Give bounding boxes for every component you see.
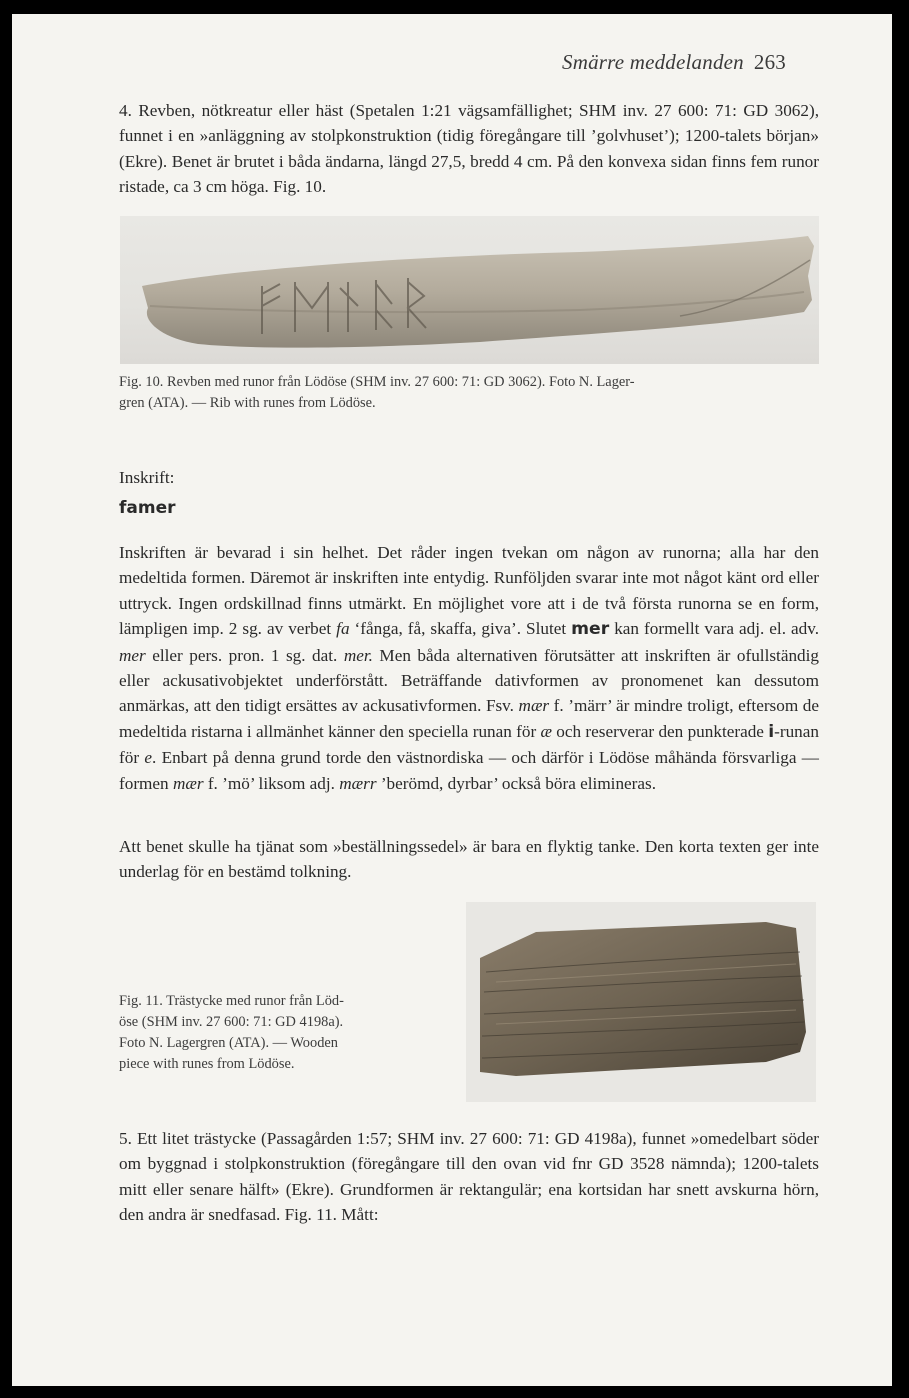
italic-word: mær	[172, 773, 204, 793]
text-run: Men båda alternativen förutsätter att inskriften är ofullständig eller ackusativobjektet underförstått. Beträffande dativformen av pronomenet kan dessutom anmärkas, att den tidigt ersättes av ackusativformen. Fsv.	[119, 645, 819, 716]
caption-line: gren (ATA). — Rib with runes from Lödöse.	[119, 395, 376, 411]
text-run: . Enbart på denna grund torde den västnordiska — och därför i Lödöse måhända försvarliga — formen	[119, 748, 819, 793]
inscription-label: Inskrift:	[119, 468, 175, 487]
italic-word: mer	[119, 645, 146, 665]
figure-11-caption	[119, 991, 449, 1075]
italic-word: fa	[336, 619, 350, 639]
figure-10-photo	[120, 216, 819, 364]
runic-transliteration: mer	[571, 619, 610, 640]
caption-line: piece with runes from Lödöse.	[119, 1056, 295, 1072]
text-run: ’berömd, dyrbar’ också böra elimineras.	[376, 773, 657, 793]
inscription-transliteration: famer	[119, 498, 176, 518]
paragraph-item-4: 4. Revben, nötkreatur eller häst (Spetalen 1:21 vägsamfällighet; SHM inv. 27 600: 71: GD 3062), funnet i en »anläggning av stolpkonstruktion (tidig föregångare till ’golvhuset’); 1200-talets början» (Ekre). Benet är brutet i båda ändarna, längd 27,5, bredd 4 cm. På den konvexa sidan finns fem runor ristade, ca 3 cm höga. Fig. 10.	[119, 101, 819, 197]
italic-word: mer.	[343, 645, 373, 665]
caption-line: öse (SHM inv. 27 600: 71: GD 4198a).	[119, 1014, 344, 1030]
text-run: och reserverar den punkterade	[552, 721, 769, 741]
figure-10-caption	[119, 372, 819, 414]
text-run: ‘fånga, få, skaffa, giva’. Slutet	[349, 619, 572, 639]
closing-paragraph: Att benet skulle ha tjänat som »beställningssedel» är bara en flyktig tanke. Den korta texten ger inte underlag för en bestämd tolkning.	[119, 837, 819, 882]
text-run: f. ’mö’ liksom adj.	[203, 773, 340, 793]
figure-11-photo	[466, 902, 816, 1102]
text-run: kan formellt vara adj. el. adv.	[609, 619, 819, 639]
discussion-paragraph	[119, 540, 819, 796]
caption-line: Fig. 10. Revben med runor från Lödöse (SHM inv. 27 600: 71: GD 3062). Foto N. Lager-	[119, 374, 635, 390]
paragraph-item-5: 5. Ett litet trästycke (Passagården 1:57; SHM inv. 27 600: 71: GD 4198a), funnet »omedelbart söder om byggnad i stolpkonstruktion (föregångare till den ovan vid fnr GD 3528 nämnda); 1200-talets mitt eller senare hälft» (Ekre). Grundformen är rektangulär; ena kortsidan har snett avskurna hörn, den andra är snedfasad. Fig. 11. Mått:	[119, 1129, 819, 1225]
italic-word: æ	[540, 721, 552, 741]
running-header	[562, 50, 786, 75]
text-run: Inskriften är bevarad i sin helhet. Det råder ingen tvekan om någon av runorna; alla har den medeltida formen. Däremot är inskriften inte entydig. Runföljden svarar inte mot något känt ord eller uttryck. Ingen ordskillnad finns utmärkt. En möjlighet vore att i de två första runorna se en form, lämpligen imp. 2 sg. av verbet	[119, 543, 819, 639]
italic-word: mær	[518, 696, 550, 716]
page-number: 263	[753, 50, 786, 74]
wooden-piece-image	[466, 902, 816, 1102]
page	[12, 14, 892, 1386]
text-run: eller pers. pron. 1 sg. dat.	[145, 645, 344, 665]
rib-bone-image	[120, 216, 819, 364]
text-run: -runan för	[119, 721, 819, 768]
italic-word: mærr	[339, 773, 377, 793]
text-run: f. ’märr’ är mindre troligt, eftersom de medeltida ristarna i allmänhet känner den speciella runan för	[119, 696, 819, 741]
running-title: Smärre meddelanden	[562, 50, 744, 74]
caption-line: Foto N. Lagergren (ATA). — Wooden	[119, 1035, 338, 1051]
italic-word: e	[144, 748, 152, 768]
runic-transliteration: i	[768, 721, 775, 742]
caption-line: Fig. 11. Trästycke med runor från Löd-	[119, 993, 344, 1009]
